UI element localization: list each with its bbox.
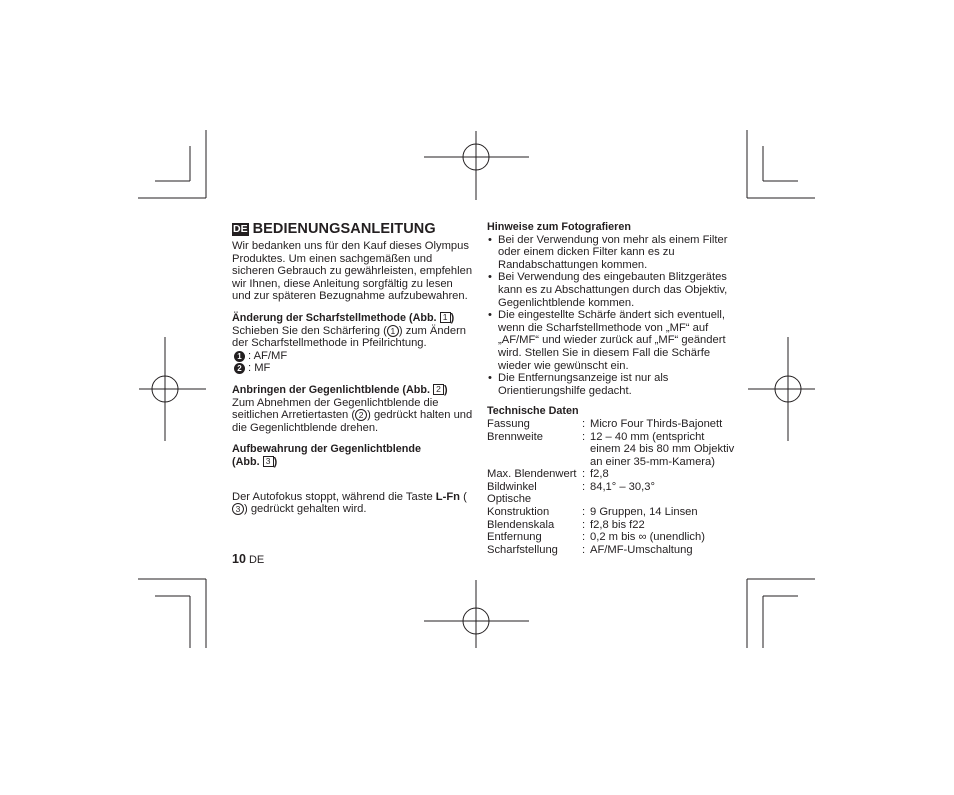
hood-text: Zum Abnehmen der Gegenlichtblende die seitlichen Arretiertasten ( 2 ) gedrückt halten und die Gegenlichtblende drehen. — [232, 396, 473, 434]
hints-heading: Hinweise zum Fotografieren — [487, 221, 631, 233]
hints-list — [487, 234, 737, 398]
figure-number-box: 3 — [263, 456, 274, 467]
spec-row: Fassung : Micro Four Thirds-Bajonett — [487, 417, 723, 430]
focus-section — [232, 312, 474, 375]
focus-heading: Änderung der Scharfstellmethode (Abb. 1 ) — [232, 311, 455, 324]
right-column — [487, 221, 737, 556]
figure-number-box: 2 — [433, 384, 444, 395]
focus-option: 2 : MF — [232, 362, 474, 375]
spec-row: Entfernung : 0,2 m bis ∞ (unendlich) — [487, 531, 705, 544]
lfn-key-label: L-Fn — [435, 490, 461, 503]
specs-table — [487, 418, 737, 557]
circled-number: 3 — [232, 503, 244, 515]
spec-row: Optische — [487, 493, 532, 506]
spec-row: Konstruktion : 9 Gruppen, 14 Linsen — [487, 506, 698, 519]
storage-section — [232, 443, 474, 468]
list-item: • Bei Verwendung des eingebauten Blitzgerätes kann es zu Abschattungen durch das Objektiv, Gegenlichtblende kommen. — [487, 271, 737, 309]
circled-number: 1 — [387, 325, 399, 337]
spec-row: Scharfstellung : AF/MF-Umschaltung — [487, 543, 693, 556]
spec-row: Blendenskala : f2,8 bis f22 — [487, 518, 645, 531]
list-item: • Die eingestellte Schärfe ändert sich eventuell, wenn die Scharfstellmethode von „MF“ auf „AF/MF“ und wieder zurück auf „MF“ geändert wird. Stellen Sie in diesem Fall die Schärfe wieder wie gewünscht ein. — [487, 309, 737, 372]
language-badge: DE — [233, 222, 248, 235]
spec-row: Max. Blendenwert : f2,8 — [487, 468, 609, 481]
specs-heading: Technische Daten — [487, 405, 579, 418]
section-title-row — [232, 221, 474, 237]
figure-number-box: 1 — [440, 312, 451, 323]
circled-number: 2 — [355, 409, 367, 421]
spec-row: Bildwinkel : 84,1° – 30,3° — [487, 480, 655, 493]
storage-heading-line2: (Abb. 3 ) — [232, 455, 278, 468]
filled-number-icon: 2 — [234, 363, 245, 374]
page-title: BEDIENUNGSANLEITUNG — [252, 221, 436, 237]
storage-heading: Aufbewahrung der Gegenlichtblende — [232, 443, 421, 456]
footer-language: DE — [248, 554, 265, 566]
list-item: • Bei der Verwendung von mehr als einem Filter oder einem dicken Filter kann es zu Randabschattungen kommen. — [487, 234, 737, 272]
left-column — [232, 221, 474, 525]
page-number: 10 — [232, 552, 246, 566]
list-item: • Die Entfernungsanzeige ist nur als Orientierungshilfe gedacht. — [487, 372, 737, 397]
focus-option: 1 : AF/MF — [232, 350, 474, 363]
hood-section — [232, 384, 474, 434]
intro-paragraph: Wir bedanken uns für den Kauf dieses Olympus Produktes. Um einen sachgemäßen und sicheren Gebrauch zu gewährleisten, empfehlen wir Ihnen, diese Anleitung sorgfältig zu lesen und zur späteren Bezugnahme aufzubewahren. — [232, 240, 473, 303]
spec-row: Brennweite : 12 – 40 mm (entspricht einem 24 bis 80 mm Objektiv an einer 35-mm-Kamera) — [487, 430, 735, 468]
page-footer — [232, 553, 264, 567]
focus-text: Schieben Sie den Schärfering ( 1 ) zum Ändern der Scharfstellmethode in Pfeilrichtung. — [232, 324, 467, 350]
autofocus-note: Der Autofokus stoppt, während die Taste L-Fn (3 ) gedrückt gehalten wird. — [232, 490, 467, 516]
filled-number-icon: 1 — [234, 351, 245, 362]
hood-heading: Anbringen der Gegenlichtblende (Abb. 2 ) — [232, 383, 448, 396]
